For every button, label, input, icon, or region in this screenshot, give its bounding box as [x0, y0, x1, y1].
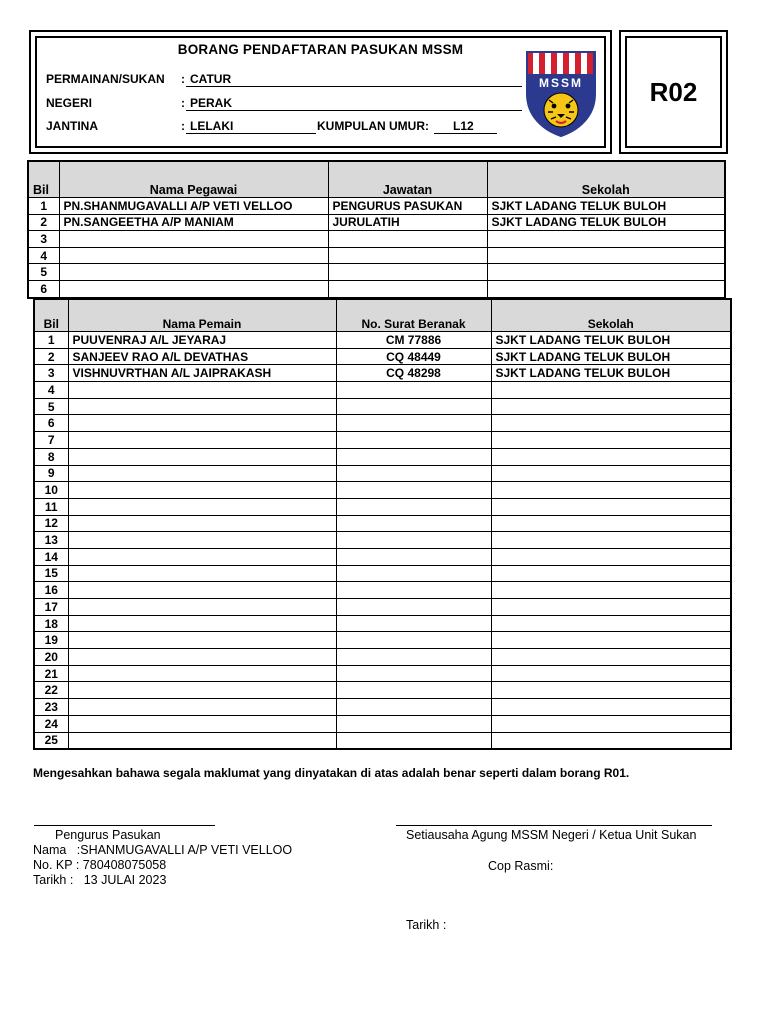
table-cell — [59, 247, 328, 264]
row-number-cell: 14 — [34, 548, 68, 565]
table-cell: PN.SANGEETHA A/P MANIAM — [59, 214, 328, 231]
table-cell: SJKT LADANG TELUK BULOH — [491, 332, 731, 349]
header-cell: Sekolah — [491, 299, 731, 332]
player-row — [34, 498, 731, 515]
row-number-cell: 6 — [28, 280, 59, 297]
field-value-sport: CATUR — [190, 72, 232, 86]
table-cell — [336, 715, 491, 732]
field-value-age-group: L12 — [453, 119, 474, 133]
table-cell — [68, 699, 336, 716]
table-cell: CQ 48449 — [336, 348, 491, 365]
table-cell — [336, 682, 491, 699]
table-cell — [68, 732, 336, 749]
table-cell — [491, 615, 731, 632]
official-stamp-label: Cop Rasmi: — [488, 859, 554, 873]
table-cell — [336, 699, 491, 716]
field-value-gender: LELAKI — [190, 119, 234, 133]
players-header-row — [34, 299, 731, 332]
table-cell: SJKT LADANG TELUK BULOH — [487, 214, 725, 231]
table-cell — [68, 382, 336, 399]
field-value-state: PERAK — [190, 96, 233, 110]
confirmation-statement: Mengesahkan bahawa segala maklumat yang dinyatakan di atas adalah benar seperti dalam borang R01. — [33, 766, 630, 780]
table-cell — [59, 231, 328, 248]
table-cell — [68, 415, 336, 432]
field-label-state: NEGERI — [46, 96, 93, 110]
player-row — [34, 565, 731, 582]
table-cell — [336, 382, 491, 399]
table-cell — [336, 615, 491, 632]
table-cell — [491, 448, 731, 465]
table-cell — [68, 682, 336, 699]
table-cell — [68, 515, 336, 532]
player-row — [34, 515, 731, 532]
header-cell: Nama Pemain — [68, 299, 336, 332]
table-cell — [68, 465, 336, 482]
player-row — [34, 382, 731, 399]
player-row — [34, 548, 731, 565]
table-cell: JURULATIH — [328, 214, 487, 231]
officials-header-row — [28, 161, 725, 198]
field-underline — [186, 133, 316, 134]
row-number-cell: 6 — [34, 415, 68, 432]
right-signature-role: Setiausaha Agung MSSM Negeri / Ketua Unit Sukan — [406, 828, 697, 842]
table-cell — [491, 465, 731, 482]
table-cell — [487, 247, 725, 264]
field-label-gender: JANTINA — [46, 119, 99, 133]
row-number-cell: 21 — [34, 665, 68, 682]
player-row — [34, 465, 731, 482]
table-cell — [491, 699, 731, 716]
table-cell — [491, 632, 731, 649]
table-cell: PN.SHANMUGAVALLI A/P VETI VELLOO — [59, 198, 328, 215]
table-cell: PENGURUS PASUKAN — [328, 198, 487, 215]
row-number-cell: 4 — [34, 382, 68, 399]
table-cell — [336, 432, 491, 449]
table-cell — [336, 732, 491, 749]
table-cell: SJKT LADANG TELUK BULOH — [491, 348, 731, 365]
table-cell — [68, 448, 336, 465]
row-number-cell: 11 — [34, 498, 68, 515]
table-cell — [328, 264, 487, 281]
table-cell — [336, 448, 491, 465]
header-cell: Bil — [28, 161, 59, 198]
table-cell: SJKT LADANG TELUK BULOH — [491, 365, 731, 382]
mssm-logo — [523, 50, 599, 138]
player-row — [34, 582, 731, 599]
player-row — [34, 649, 731, 666]
row-number-cell: 18 — [34, 615, 68, 632]
player-row — [34, 365, 731, 382]
row-number-cell: 4 — [28, 247, 59, 264]
table-cell — [336, 498, 491, 515]
table-cell — [491, 482, 731, 499]
table-cell — [491, 665, 731, 682]
field-underline — [186, 110, 522, 111]
field-underline — [186, 86, 522, 87]
table-cell — [491, 382, 731, 399]
table-cell: PUUVENRAJ A/L JEYARAJ — [68, 332, 336, 349]
player-row — [34, 448, 731, 465]
field-underline — [434, 133, 497, 134]
table-cell — [491, 398, 731, 415]
official-row — [28, 280, 725, 297]
official-row — [28, 264, 725, 281]
form-title: BORANG PENDAFTARAN PASUKAN MSSM — [177, 42, 464, 57]
player-row — [34, 665, 731, 682]
players-table — [33, 298, 732, 750]
table-cell — [59, 264, 328, 281]
row-number-cell: 16 — [34, 582, 68, 599]
table-cell — [336, 415, 491, 432]
table-cell — [336, 632, 491, 649]
table-cell — [68, 565, 336, 582]
table-cell — [68, 582, 336, 599]
table-cell — [68, 665, 336, 682]
row-number-cell: 20 — [34, 649, 68, 666]
table-cell — [487, 264, 725, 281]
table-cell: SJKT LADANG TELUK BULOH — [487, 198, 725, 215]
header-cell: No. Surat Beranak — [336, 299, 491, 332]
row-number-cell: 17 — [34, 599, 68, 616]
table-cell — [68, 715, 336, 732]
player-row — [34, 532, 731, 549]
player-row — [34, 699, 731, 716]
row-number-cell: 24 — [34, 715, 68, 732]
table-cell — [68, 398, 336, 415]
table-cell — [491, 498, 731, 515]
row-number-cell: 2 — [34, 348, 68, 365]
table-cell — [491, 599, 731, 616]
header-cell: Jawatan — [328, 161, 487, 198]
field-colon: : — [181, 96, 185, 110]
table-cell — [59, 280, 328, 297]
official-row — [28, 198, 725, 215]
player-row — [34, 415, 731, 432]
table-cell — [336, 465, 491, 482]
table-cell: SANJEEV RAO A/L DEVATHAS — [68, 348, 336, 365]
player-row — [34, 332, 731, 349]
table-cell — [336, 649, 491, 666]
row-number-cell: 25 — [34, 732, 68, 749]
row-number-cell: 19 — [34, 632, 68, 649]
logo-text: MSSM — [539, 76, 583, 90]
signature-line-right — [396, 825, 712, 826]
table-cell — [336, 599, 491, 616]
table-cell: CM 77886 — [336, 332, 491, 349]
table-cell — [68, 498, 336, 515]
official-row — [28, 214, 725, 231]
table-cell: VISHNUVRTHAN A/L JAIPRAKASH — [68, 365, 336, 382]
field-colon: : — [181, 72, 185, 86]
table-cell — [491, 415, 731, 432]
officials-table — [27, 160, 726, 299]
table-cell — [336, 548, 491, 565]
table-cell — [491, 682, 731, 699]
player-row — [34, 348, 731, 365]
table-cell — [328, 280, 487, 297]
row-number-cell: 23 — [34, 699, 68, 716]
header-cell: Sekolah — [487, 161, 725, 198]
signature-line-left — [34, 825, 215, 826]
left-signature-date: Tarikh : 13 JULAI 2023 — [33, 873, 167, 887]
field-colon: : — [181, 119, 185, 133]
table-cell — [491, 649, 731, 666]
table-cell: CQ 48298 — [336, 365, 491, 382]
table-cell — [336, 582, 491, 599]
table-cell — [68, 615, 336, 632]
table-cell — [336, 565, 491, 582]
table-cell — [491, 515, 731, 532]
table-cell — [336, 398, 491, 415]
header-cell: Bil — [34, 299, 68, 332]
row-number-cell: 3 — [28, 231, 59, 248]
table-cell — [328, 247, 487, 264]
player-row — [34, 682, 731, 699]
table-cell — [491, 582, 731, 599]
table-cell — [68, 548, 336, 565]
player-row — [34, 615, 731, 632]
player-row — [34, 715, 731, 732]
player-row — [34, 632, 731, 649]
player-row — [34, 432, 731, 449]
row-number-cell: 12 — [34, 515, 68, 532]
row-number-cell: 3 — [34, 365, 68, 382]
player-row — [34, 398, 731, 415]
player-row — [34, 482, 731, 499]
form-code: R02 — [625, 36, 722, 148]
row-number-cell: 5 — [28, 264, 59, 281]
table-cell — [68, 632, 336, 649]
row-number-cell: 9 — [34, 465, 68, 482]
official-row — [28, 247, 725, 264]
header-cell: Nama Pegawai — [59, 161, 328, 198]
table-cell — [336, 665, 491, 682]
table-cell — [336, 515, 491, 532]
right-signature-date-label: Tarikh : — [406, 918, 447, 932]
table-cell — [491, 532, 731, 549]
left-signature-kp: No. KP : 780408075058 — [33, 858, 167, 872]
row-number-cell: 2 — [28, 214, 59, 231]
table-cell — [491, 565, 731, 582]
player-row — [34, 599, 731, 616]
row-number-cell: 13 — [34, 532, 68, 549]
row-number-cell: 1 — [34, 332, 68, 349]
table-cell — [487, 280, 725, 297]
player-row — [34, 732, 731, 749]
row-number-cell: 15 — [34, 565, 68, 582]
table-cell — [336, 532, 491, 549]
table-cell — [68, 599, 336, 616]
official-row — [28, 231, 725, 248]
table-cell — [487, 231, 725, 248]
row-number-cell: 8 — [34, 448, 68, 465]
row-number-cell: 22 — [34, 682, 68, 699]
table-cell — [491, 432, 731, 449]
left-signature-role: Pengurus Pasukan — [55, 828, 161, 842]
table-cell — [68, 532, 336, 549]
table-cell — [491, 732, 731, 749]
row-number-cell: 5 — [34, 398, 68, 415]
table-cell — [491, 548, 731, 565]
row-number-cell: 10 — [34, 482, 68, 499]
mssm-shield-icon — [523, 50, 599, 138]
table-cell — [68, 432, 336, 449]
table-cell — [328, 231, 487, 248]
table-cell — [336, 482, 491, 499]
left-signature-name: Nama :SHANMUGAVALLI A/P VETI VELLOO — [33, 843, 293, 857]
table-cell — [68, 649, 336, 666]
table-cell — [68, 482, 336, 499]
field-label-sport: PERMAINAN/SUKAN — [46, 72, 165, 86]
row-number-cell: 7 — [34, 432, 68, 449]
row-number-cell: 1 — [28, 198, 59, 215]
field-label-age-group: KUMPULAN UMUR: — [317, 119, 429, 133]
table-cell — [491, 715, 731, 732]
